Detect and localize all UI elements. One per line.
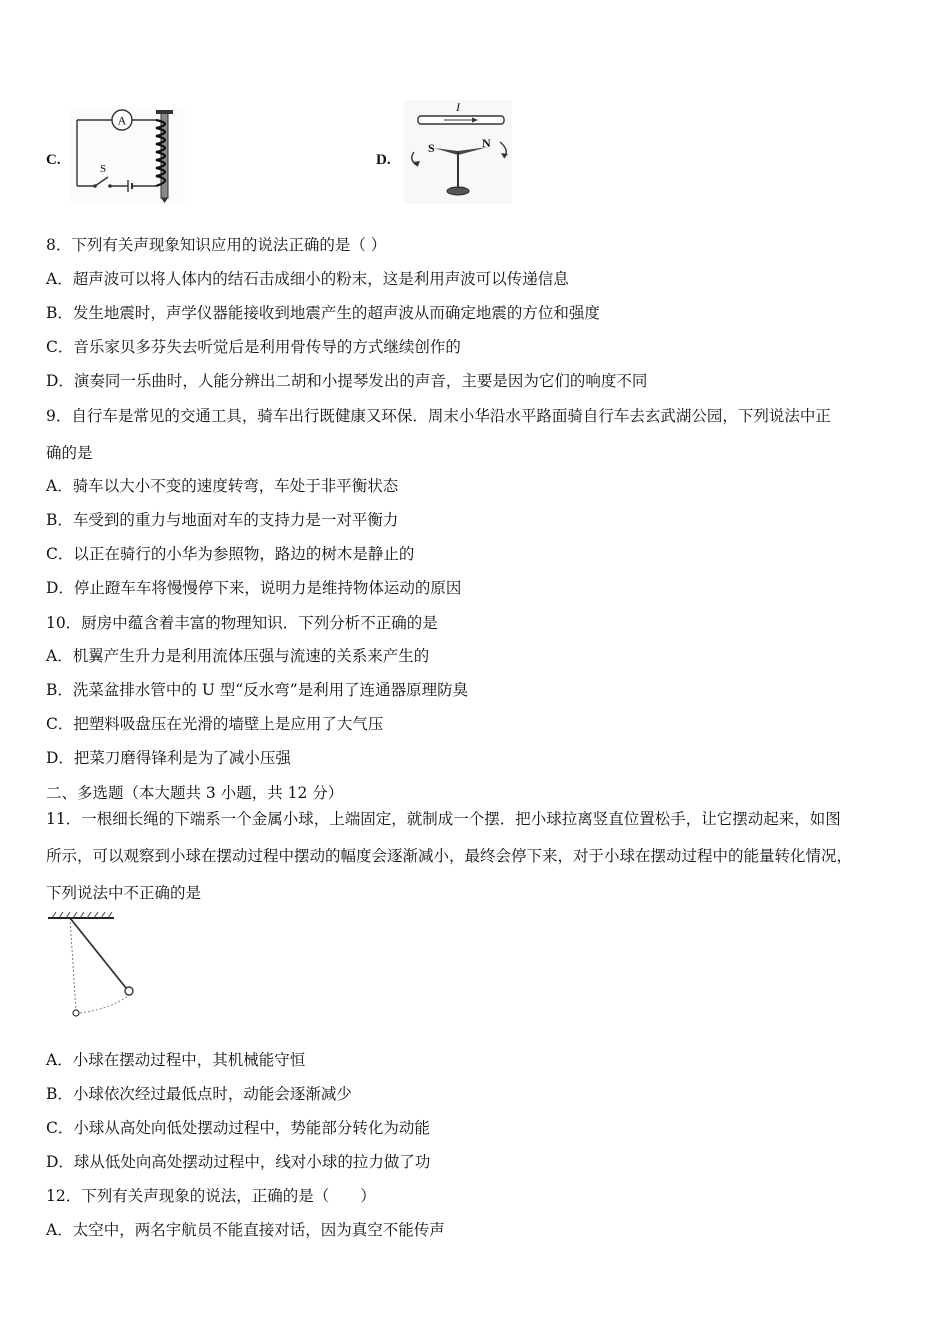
q10-option-b: B．洗菜盆排水管中的 U 型“反水弯”是利用了连通器原理防臭: [46, 681, 469, 699]
q10-option-c: C．把塑料吸盘压在光滑的墙壁上是应用了大气压: [46, 715, 384, 733]
q9-stem-line1: 9．自行车是常见的交通工具，骑车出行既健康又环保．周末小华沿水平路面骑自行车去玄武湖公园，下列说法中正: [46, 407, 831, 425]
q11-option-a: A．小球在摆动过程中，其机械能守恒: [46, 1051, 306, 1069]
current-label: I: [456, 100, 460, 114]
option-d-label: D.: [376, 152, 391, 168]
q9-stem-line2: 确的是: [46, 444, 93, 462]
q11-stem-line2: 所示，可以观察到小球在摆动过程中摆动的幅度会逐渐减小，最终会停下来，对于小球在摆动过程中的能量转化情况，: [46, 847, 853, 865]
south-pole-label: S: [428, 141, 435, 155]
q11-option-b: B．小球依次经过最低点时，动能会逐渐减少: [46, 1085, 352, 1103]
q11-stem-line3: 下列说法中不正确的是: [46, 884, 202, 902]
q10-stem: 10．厨房中蕴含着丰富的物理知识．下列分析不正确的是: [46, 614, 438, 632]
ammeter-label: A: [117, 113, 127, 128]
switch-label: S: [100, 163, 107, 175]
q10-option-a: A．机翼产生升力是利用流体压强与流速的关系来产生的: [46, 647, 430, 665]
q12-stem: 12．下列有关声现象的说法，正确的是（ ）: [46, 1187, 376, 1205]
q12-option-a: A．太空中，两名宇航员不能直接对话，因为真空不能传声: [46, 1221, 445, 1239]
q8-option-a: A．超声波可以将人体内的结石击成细小的粉末，这是利用声波可以传递信息: [46, 270, 569, 288]
oersted-figure: [404, 100, 512, 204]
pendulum-figure: [44, 912, 140, 1022]
q9-option-b: B．车受到的重力与地面对车的支持力是一对平衡力: [46, 511, 399, 529]
q11-option-d: D．球从低处向高处摆动过程中，线对小球的拉力做了功: [46, 1153, 431, 1171]
north-pole-label: N: [482, 136, 491, 150]
q9-option-c: C．以正在骑行的小华为参照物，路边的树木是静止的: [46, 545, 415, 563]
q9-option-a: A．骑车以大小不变的速度转弯，车处于非平衡状态: [46, 477, 399, 495]
q11-stem-line1: 11．一根细长绳的下端系一个金属小球，上端固定，就制成一个摆．把小球拉离竖直位置松手，让它摆动起来，如图: [46, 810, 841, 828]
q9-option-d: D．停止蹬车车将慢慢停下来，说明力是维持物体运动的原因: [46, 579, 462, 597]
q8-stem: 8．下列有关声现象知识应用的说法正确的是（ ）: [46, 236, 387, 254]
q10-option-d: D．把菜刀磨得锋利是为了减小压强: [46, 749, 291, 767]
section-heading: 二、多选题（本大题共 3 小题，共 12 分）: [46, 784, 344, 802]
q8-option-c: C．音乐家贝多芬失去听觉后是利用骨传导的方式继续创作的: [46, 338, 461, 356]
q11-option-c: C．小球从高处向低处摆动过程中，势能部分转化为动能: [46, 1119, 430, 1137]
option-c-label: C.: [46, 152, 61, 168]
q8-option-b: B．发生地震时，声学仪器能接收到地震产生的超声波从而确定地震的方位和强度: [46, 304, 600, 322]
q8-option-d: D．演奏同一乐曲时，人能分辨出二胡和小提琴发出的声音，主要是因为它们的响度不同: [46, 372, 648, 390]
circuit-figure: [70, 108, 185, 204]
